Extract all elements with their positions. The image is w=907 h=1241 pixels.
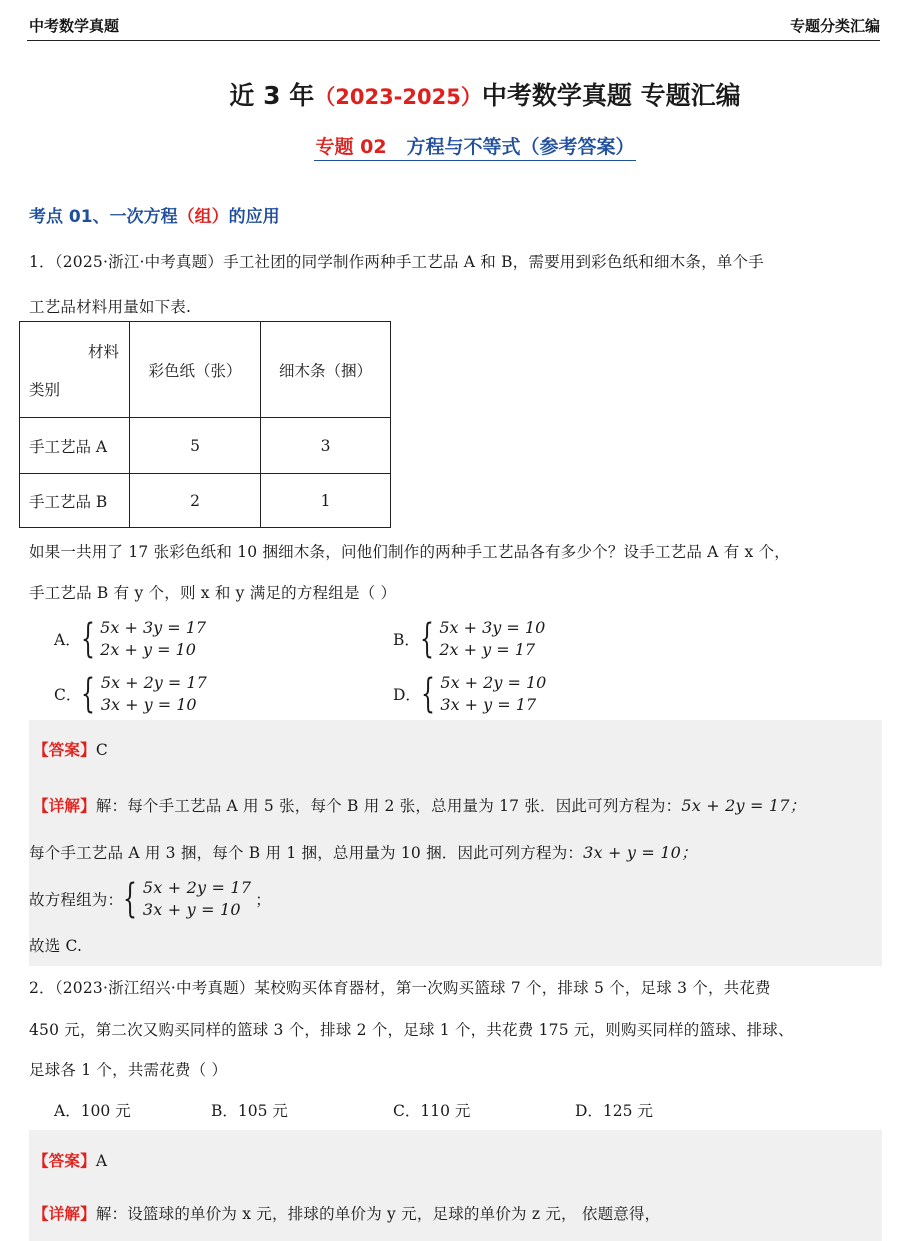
table-cell: 3 [261,418,391,474]
section-heading-part2: （组） [177,207,229,227]
answer-tag: 【答案】 [33,1152,96,1170]
table-corner-bottom: 类别 [29,381,61,399]
detail-text: 故方程组为： [29,891,124,909]
detail-end: ； [255,891,271,909]
header-right: 专题分类汇编 [789,17,880,35]
q2-option-c[interactable]: C．110 元 [393,1102,471,1120]
materials-table [19,321,391,528]
table-row [20,474,391,528]
section-heading-part3: 的应用 [228,207,280,227]
table-header-col1: 彩色纸（张） [130,322,261,418]
option-label: C． [54,686,82,704]
answer-value: C [95,741,108,759]
q1-stem-line4: 手工艺品 B 有 y 个，则 x 和 y 满足的方程组是（ ） [29,584,397,602]
q2-option-b[interactable]: B．105 元 [211,1102,288,1120]
q1-option-c[interactable] [54,672,207,716]
brace-icon: { [419,616,434,662]
q1-stem-line1: 1．（2025·浙江·中考真题）手工社团的同学制作两种手工艺品 A 和 B，需要用到彩色纸和细木条，单个手 [29,253,764,271]
answer-value: A [95,1152,108,1170]
table-cell: 1 [261,474,391,528]
q2-detail-line1 [33,1202,660,1224]
detail-tag: 【详解】 [33,1205,96,1223]
q2-answer [33,1149,107,1171]
page-title [0,76,907,112]
q1-detail-line3 [29,877,271,921]
title-suffix: 中考数学真题 专题汇编 [481,81,741,110]
brace-icon: { [123,876,138,922]
q1-stem-line3: 如果一共用了 17 张彩色纸和 10 捆细木条，问他们制作的两种手工艺品各有多少个？设手工艺品 A 有 x 个， [29,543,791,561]
brace-icon: { [420,671,435,717]
detail-text: 每个手工艺品 A 用 3 捆，每个 B 用 1 捆，总用量为 10 捆．因此可列方程为： [29,844,584,862]
option-eq1: 5x + 3y = 17 [100,618,207,637]
detail-tag: 【详解】 [33,797,96,815]
option-label: B． [393,631,420,649]
q1-detail-line4: 故选 C. [29,937,83,955]
option-eq1: 5x + 2y = 10 [440,673,547,692]
q1-option-a[interactable] [54,617,206,661]
header-left: 中考数学真题 [29,17,120,35]
table-corner-cell [20,322,130,418]
detail-eq1: 5x + 2y = 17 [142,878,252,897]
header-divider [27,40,880,41]
q2-option-a[interactable]: A．100 元 [54,1102,131,1120]
brace-icon: { [81,671,96,717]
table-header-col2: 细木条（捆） [261,322,391,418]
q1-stem-line2: 工艺品材料用量如下表. [29,298,192,316]
q2-stem-line3: 足球各 1 个，共需花费（ ） [29,1061,228,1079]
option-eq2: 3x + y = 10 [100,695,197,714]
q1-answer [33,738,108,760]
q1-detail-line1 [33,793,806,816]
section-heading-part1: 考点 01、一次方程 [29,207,178,227]
option-eq1: 5x + 2y = 17 [100,673,207,692]
detail-text: 解：每个手工艺品 A 用 5 张，每个 B 用 2 张，总用量为 17 张．因此可列方程为： [95,797,682,815]
q2-stem-line2: 450 元，第二次又购买同样的篮球 3 个，排球 2 个，足球 1 个，共花费 175 元，则购买同样的篮球、排球、 [29,1021,794,1039]
q1-detail-line2 [29,840,697,863]
option-eq2: 3x + y = 17 [440,695,537,714]
q2-stem-line1: 2．（2023·浙江绍兴·中考真题）某校购买体育器材，第一次购买篮球 7 个，排球 5 个，足球 3 个，共花费 [29,979,771,997]
option-label: D． [393,686,421,704]
subtitle-topic-number: 专题 02 [315,136,387,158]
title-years: （2023-2025） [314,85,482,109]
brace-icon: { [80,616,95,662]
title-prefix: 近 3 年 [229,81,315,110]
detail-eq2: 3x + y = 10 [142,900,241,919]
subtitle-topic-name: 方程与不等式（参考答案） [406,136,635,158]
table-row-label: 手工艺品 A [20,418,130,474]
q1-option-b[interactable] [393,617,545,661]
table-row [20,418,391,474]
detail-equation: 3x + y = 10； [583,843,698,862]
page-subtitle [0,132,907,161]
table-cell: 2 [130,474,261,528]
table-corner-top: 材料 [87,343,119,361]
option-eq2: 2x + y = 10 [100,640,196,659]
q1-option-d[interactable] [393,672,546,716]
q2-option-d[interactable]: D．125 元 [575,1102,653,1120]
table-row-label: 手工艺品 B [20,474,130,528]
detail-text: 解：设篮球的单价为 x 元，排球的单价为 y 元，足球的单价为 z 元， 依题意得， [95,1205,661,1223]
option-eq2: 2x + y = 17 [439,640,536,659]
option-eq1: 5x + 3y = 10 [439,618,546,637]
table-cell: 5 [130,418,261,474]
answer-tag: 【答案】 [33,741,96,759]
q2-answer-box [29,1130,882,1241]
option-label: A． [54,631,81,649]
detail-equation: 5x + 2y = 17； [681,796,806,815]
section-heading [29,202,280,227]
